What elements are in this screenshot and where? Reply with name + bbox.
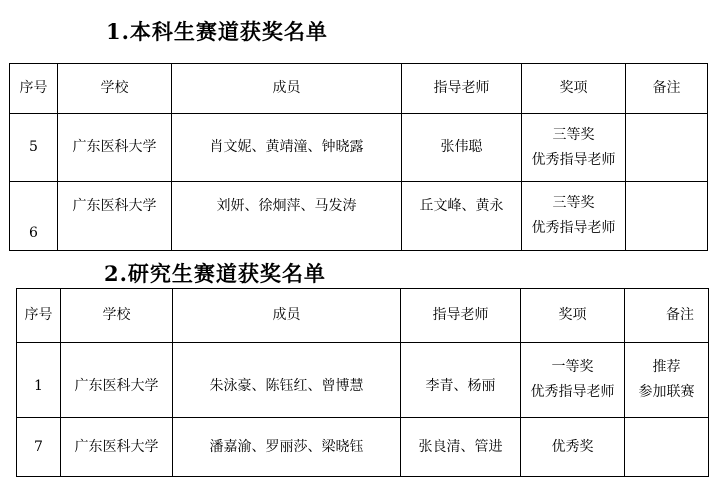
award-line-2: 优秀指导老师 xyxy=(530,384,615,400)
award-line-1: 三等奖 xyxy=(552,126,595,143)
table-row xyxy=(17,418,709,477)
cell-members: 朱泳豪、陈钰红、曾博慧 xyxy=(173,343,401,418)
cell-school: 广东医科大学 xyxy=(61,418,173,477)
award-line-1: 三等奖 xyxy=(552,195,595,211)
header-advisor: 指导老师 xyxy=(401,289,521,343)
cell-award xyxy=(521,418,625,477)
header-members: 成员 xyxy=(173,289,401,343)
cell-members: 肖文妮、黄靖潼、钟晓露 xyxy=(172,114,402,182)
header-seq: 序号 xyxy=(17,289,61,343)
section-title-undergraduate: 1.本科生赛道获奖名单 xyxy=(106,19,328,44)
table-header-row xyxy=(10,64,708,114)
cell-advisor: 张良清、管进 xyxy=(401,418,521,477)
cell-note xyxy=(625,418,709,477)
cell-seq: 1 xyxy=(17,343,61,418)
cell-advisor: 张伟聪 xyxy=(402,114,522,182)
section-title-graduate: 2.研究生赛道获奖名单 xyxy=(104,261,326,286)
graduate-award-table xyxy=(16,288,709,477)
cell-seq: 6 xyxy=(10,182,58,251)
header-award: 奖项 xyxy=(522,64,626,114)
award-line-2: 优秀指导老师 xyxy=(531,220,616,236)
cell-note xyxy=(626,182,708,251)
cell-seq: 7 xyxy=(17,418,61,477)
undergraduate-award-table xyxy=(9,63,708,251)
table-header-row xyxy=(17,289,709,343)
header-members: 成员 xyxy=(172,64,402,114)
header-note: 备注 xyxy=(625,289,709,343)
cell-school: 广东医科大学 xyxy=(58,182,172,251)
note-line-2: 参加联赛 xyxy=(638,384,695,400)
cell-note xyxy=(626,114,708,182)
cell-award xyxy=(522,182,626,251)
cell-members: 刘妍、徐炯萍、马发涛 xyxy=(172,182,402,251)
award-line-2: 优秀指导老师 xyxy=(531,151,616,168)
note-line-1: 推荐 xyxy=(652,359,681,375)
table-row xyxy=(17,343,709,418)
award-line-1: 一等奖 xyxy=(551,359,594,375)
header-award: 奖项 xyxy=(521,289,625,343)
cell-members: 潘嘉渝、罗丽莎、梁晓钰 xyxy=(173,418,401,477)
cell-advisor: 李青、杨丽 xyxy=(401,343,521,418)
cell-school: 广东医科大学 xyxy=(61,343,173,418)
cell-note xyxy=(625,343,709,418)
header-advisor: 指导老师 xyxy=(402,64,522,114)
cell-school: 广东医科大学 xyxy=(58,114,172,182)
cell-award xyxy=(522,114,626,182)
cell-seq: 5 xyxy=(10,114,58,182)
award-line-1: 优秀奖 xyxy=(551,438,594,455)
table-row xyxy=(10,182,708,251)
header-note: 备注 xyxy=(626,64,708,114)
cell-award xyxy=(521,343,625,418)
header-school: 学校 xyxy=(58,64,172,114)
cell-advisor: 丘文峰、黄永 xyxy=(402,182,522,251)
table-row xyxy=(10,114,708,182)
header-seq: 序号 xyxy=(10,64,58,114)
header-school: 学校 xyxy=(61,289,173,343)
